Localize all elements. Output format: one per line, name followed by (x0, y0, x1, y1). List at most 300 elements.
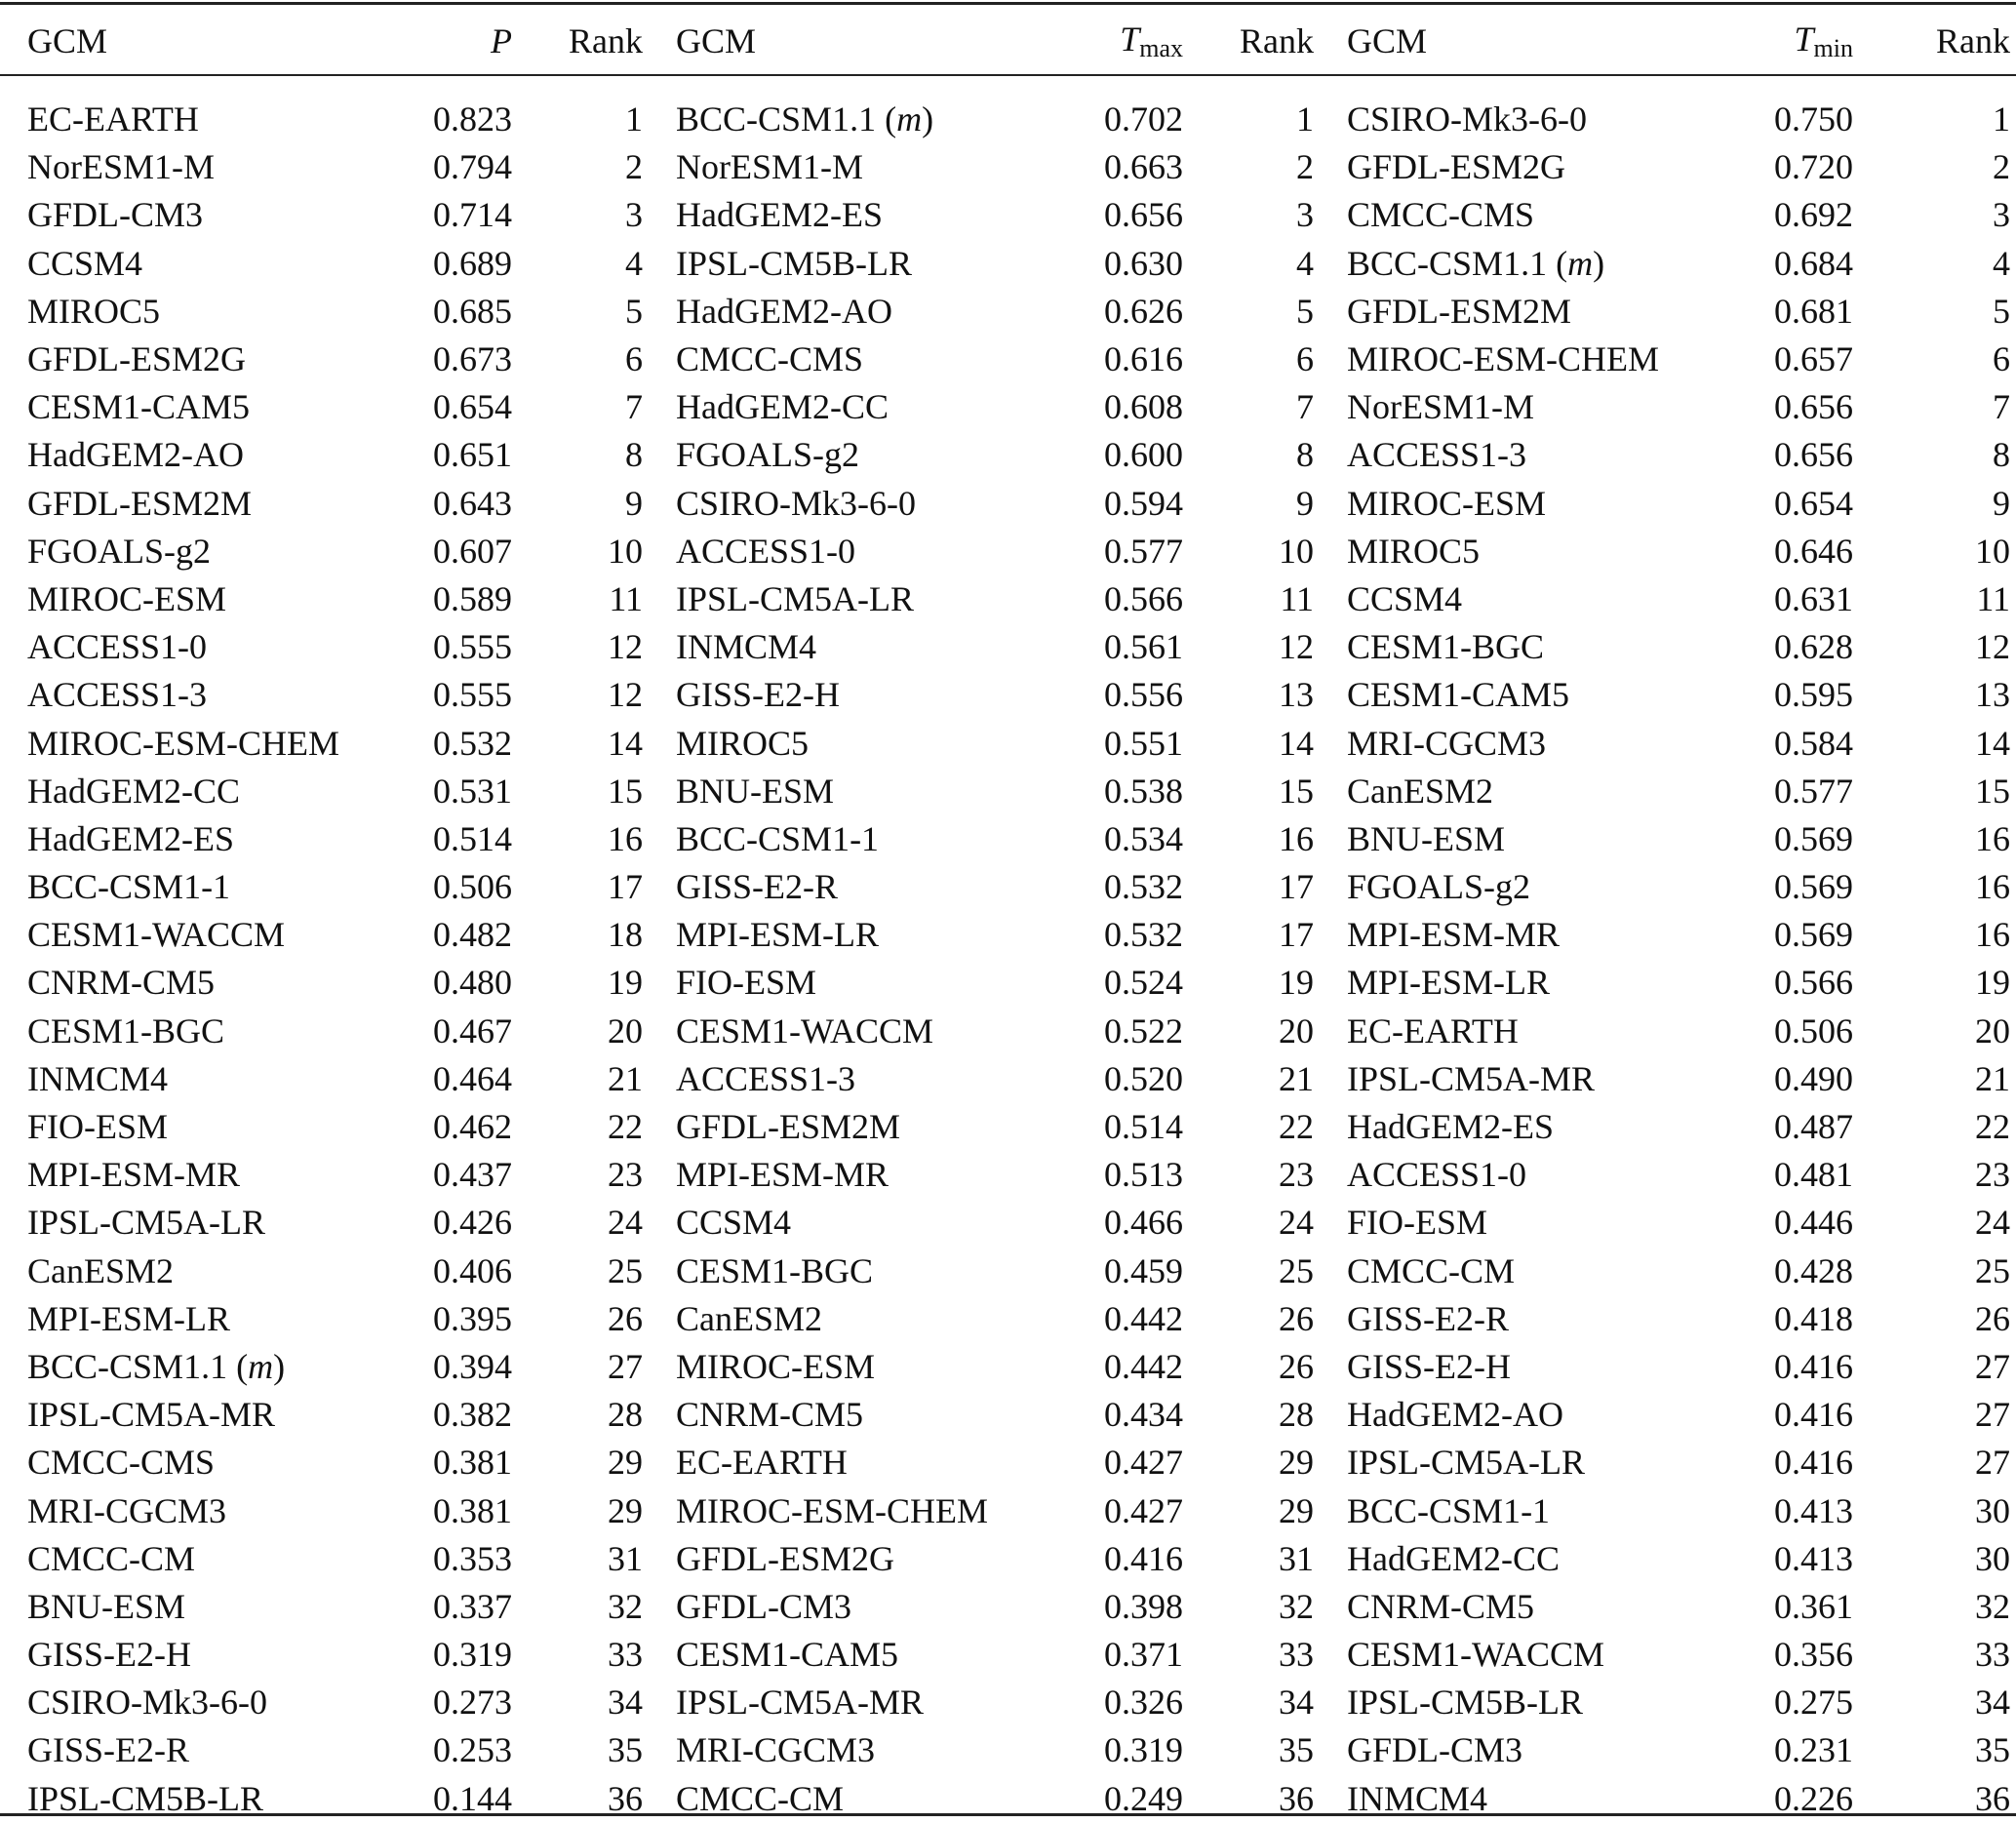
tmin-rank-cell: 27 (1975, 1443, 2010, 1483)
precip-gcm-name-cell: INMCM4 (27, 1058, 169, 1098)
tmin-rank-cell: 2 (1993, 147, 2010, 187)
precip-rank-cell: 32 (608, 1586, 643, 1626)
precip-rank-cell: 8 (625, 435, 643, 475)
tmax-rank-cell: 26 (1279, 1298, 1314, 1338)
precip-rank-cell: 18 (608, 915, 643, 955)
tmin-gcm-name-cell: MPI-ESM-LR (1347, 963, 1551, 1003)
precip-rank-cell: 23 (608, 1155, 643, 1195)
precip-score-cell: 0.514 (433, 818, 512, 858)
tmin-score-cell: 0.446 (1774, 1203, 1853, 1243)
tmax-gcm-name-cell: ACCESS1-0 (676, 531, 856, 571)
header-gcm-3: GCM (1347, 21, 1428, 60)
tmin-score-cell: 0.361 (1774, 1586, 1853, 1626)
precip-rank-cell: 11 (609, 578, 643, 618)
tmin-score-cell: 0.418 (1774, 1298, 1853, 1338)
tmax-rank-cell: 16 (1279, 818, 1314, 858)
tmax-rank-cell: 14 (1279, 723, 1314, 763)
tmax-score-cell: 0.319 (1104, 1730, 1183, 1770)
table-row (0, 1103, 2016, 1151)
precip-score-cell: 0.532 (433, 723, 512, 763)
tmin-gcm-name-cell: ACCESS1-0 (1347, 1155, 1527, 1195)
precip-gcm-name-cell: NorESM1-M (27, 147, 216, 187)
precip-gcm-name-cell: EC-EARTH (27, 99, 199, 139)
precip-rank-cell: 12 (608, 675, 643, 715)
tmax-score-cell: 0.663 (1104, 147, 1183, 187)
tmin-rank-cell: 14 (1975, 723, 2010, 763)
table-row (0, 1151, 2016, 1199)
tmin-score-cell: 0.226 (1774, 1778, 1853, 1818)
precip-rank-cell: 17 (608, 867, 643, 907)
header-row (0, 8, 2016, 74)
tmin-score-cell: 0.416 (1774, 1443, 1853, 1483)
tmin-rank-cell: 4 (1993, 243, 2010, 283)
precip-score-cell: 0.480 (433, 963, 512, 1003)
tmax-rank-cell: 36 (1279, 1778, 1314, 1818)
precip-gcm-name-cell: IPSL-CM5A-LR (27, 1203, 266, 1243)
table-row (0, 719, 2016, 767)
precip-gcm-name-cell: CESM1-WACCM (27, 915, 286, 955)
tmin-rank-cell: 1 (1993, 99, 2010, 139)
tmin-score-cell: 0.416 (1774, 1346, 1853, 1386)
precip-score-cell: 0.253 (433, 1730, 512, 1770)
tmax-rank-cell: 17 (1279, 915, 1314, 955)
precip-gcm-name-cell: GFDL-CM3 (27, 195, 204, 235)
precip-score-cell: 0.714 (433, 195, 512, 235)
precip-rank-cell: 5 (625, 291, 643, 331)
table-row (0, 143, 2016, 191)
precip-score-cell: 0.654 (433, 387, 512, 427)
precip-gcm-name-cell: CSIRO-Mk3-6-0 (27, 1683, 268, 1723)
tmax-gcm-name-cell: NorESM1-M (676, 147, 864, 187)
table-row (0, 575, 2016, 623)
tmin-score-cell: 0.413 (1774, 1538, 1853, 1578)
tmax-score-cell: 0.398 (1104, 1586, 1183, 1626)
model-variant-m: m (896, 99, 923, 139)
tmax-gcm-name-cell: GFDL-ESM2M (676, 1107, 901, 1147)
precip-gcm-name-cell: IPSL-CM5A-MR (27, 1395, 276, 1435)
tmin-gcm-name-cell: BCC-CSM1.1 (m) (1347, 243, 1605, 283)
tmax-score-cell: 0.522 (1104, 1011, 1183, 1050)
model-variant-m: m (1567, 243, 1594, 283)
tmax-score-cell: 0.534 (1104, 818, 1183, 858)
tmax-gcm-name-cell: MPI-ESM-MR (676, 1155, 889, 1195)
tmax-rank-cell: 4 (1296, 243, 1314, 283)
tmin-rank-cell: 33 (1975, 1635, 2010, 1675)
table-row (0, 863, 2016, 911)
precip-gcm-name-cell: IPSL-CM5B-LR (27, 1778, 264, 1818)
tmin-score-cell: 0.231 (1774, 1730, 1853, 1770)
precip-gcm-name-cell: CMCC-CMS (27, 1443, 216, 1483)
tmax-rank-cell: 19 (1279, 963, 1314, 1003)
precip-rank-cell: 15 (608, 771, 643, 811)
tmin-gcm-name-cell: IPSL-CM5A-MR (1347, 1058, 1596, 1098)
tmax-gcm-name-cell: EC-EARTH (676, 1443, 848, 1483)
precip-gcm-name-cell: BCC-CSM1-1 (27, 867, 231, 907)
table-row (0, 96, 2016, 143)
tmax-rank-cell: 28 (1279, 1395, 1314, 1435)
precip-score-cell: 0.607 (433, 531, 512, 571)
header-precip-symbol: P (491, 21, 512, 60)
table-row (0, 528, 2016, 575)
table-row (0, 1343, 2016, 1391)
table-row (0, 1631, 2016, 1679)
tmin-score-cell: 0.628 (1774, 627, 1853, 667)
tmax-gcm-name-cell: CSIRO-Mk3-6-0 (676, 483, 917, 523)
tmax-rank-cell: 29 (1279, 1443, 1314, 1483)
table-row (0, 431, 2016, 479)
tmin-rank-cell: 9 (1993, 483, 2010, 523)
tmax-gcm-name-cell: HadGEM2-ES (676, 195, 883, 235)
tmin-gcm-name-cell: CMCC-CMS (1347, 195, 1535, 235)
precip-score-cell: 0.589 (433, 578, 512, 618)
precip-score-cell: 0.381 (433, 1490, 512, 1530)
header-rank-3: Rank (1936, 21, 2010, 60)
tmin-gcm-name-cell: INMCM4 (1347, 1778, 1488, 1818)
tmax-gcm-name-cell: HadGEM2-AO (676, 291, 892, 331)
precip-rank-cell: 6 (625, 339, 643, 379)
precip-rank-cell: 1 (625, 99, 643, 139)
precip-rank-cell: 27 (608, 1346, 643, 1386)
precip-score-cell: 0.555 (433, 627, 512, 667)
tmin-rank-cell: 16 (1975, 818, 2010, 858)
tmin-rank-cell: 25 (1975, 1250, 2010, 1290)
tmin-score-cell: 0.569 (1774, 818, 1853, 858)
tmax-rank-cell: 25 (1279, 1250, 1314, 1290)
tmax-rank-cell: 35 (1279, 1730, 1314, 1770)
header-tmin-sub: min (1813, 34, 1853, 62)
precip-rank-cell: 29 (608, 1443, 643, 1483)
tmin-rank-cell: 24 (1975, 1203, 2010, 1243)
precip-rank-cell: 10 (608, 531, 643, 571)
tmax-score-cell: 0.577 (1104, 531, 1183, 571)
precip-score-cell: 0.395 (433, 1298, 512, 1338)
precip-gcm-name-cell: FGOALS-g2 (27, 531, 212, 571)
tmin-rank-cell: 35 (1975, 1730, 2010, 1770)
tmax-gcm-name-cell: BNU-ESM (676, 771, 835, 811)
precip-gcm-name-cell: GFDL-ESM2M (27, 483, 253, 523)
tmin-score-cell: 0.656 (1774, 435, 1853, 475)
tmin-gcm-name-cell: MPI-ESM-MR (1347, 915, 1561, 955)
tmax-score-cell: 0.556 (1104, 675, 1183, 715)
tmax-gcm-name-cell: INMCM4 (676, 627, 817, 667)
table-row (0, 1726, 2016, 1774)
table-row (0, 1583, 2016, 1631)
tmax-rank-cell: 33 (1279, 1635, 1314, 1675)
tmin-score-cell: 0.595 (1774, 675, 1853, 715)
table-row (0, 911, 2016, 959)
tmin-gcm-name-cell: HadGEM2-CC (1347, 1538, 1560, 1578)
header-gcm-2: GCM (676, 21, 757, 60)
tmax-rank-cell: 13 (1279, 675, 1314, 715)
tmax-rank-cell: 17 (1279, 867, 1314, 907)
tmax-score-cell: 0.466 (1104, 1203, 1183, 1243)
precip-score-cell: 0.531 (433, 771, 512, 811)
tmin-gcm-name-cell: GFDL-CM3 (1347, 1730, 1523, 1770)
tmin-gcm-name-cell: FIO-ESM (1347, 1203, 1488, 1243)
precip-rank-cell: 4 (625, 243, 643, 283)
header-gcm-1: GCM (27, 21, 108, 60)
header-tmin-base: T (1794, 20, 1814, 59)
tmin-rank-cell: 22 (1975, 1107, 2010, 1147)
tmax-gcm-name-cell: FIO-ESM (676, 963, 817, 1003)
precip-rank-cell: 9 (625, 483, 643, 523)
precip-score-cell: 0.406 (433, 1250, 512, 1290)
tmin-rank-cell: 26 (1975, 1298, 2010, 1338)
top-rule (0, 2, 2016, 5)
tmin-rank-cell: 16 (1975, 915, 2010, 955)
table-row (0, 1535, 2016, 1583)
precip-score-cell: 0.319 (433, 1635, 512, 1675)
precip-rank-cell: 35 (608, 1730, 643, 1770)
table-row (0, 1248, 2016, 1295)
precip-rank-cell: 19 (608, 963, 643, 1003)
tmax-rank-cell: 32 (1279, 1586, 1314, 1626)
tmin-rank-cell: 10 (1975, 531, 2010, 571)
tmax-score-cell: 0.249 (1104, 1778, 1183, 1818)
precip-score-cell: 0.555 (433, 675, 512, 715)
precip-gcm-name-cell: MIROC-ESM (27, 578, 227, 618)
tmax-gcm-name-cell: MIROC5 (676, 723, 810, 763)
table-row (0, 1008, 2016, 1055)
tmin-rank-cell: 34 (1975, 1683, 2010, 1723)
tmax-score-cell: 0.427 (1104, 1490, 1183, 1530)
tmax-rank-cell: 22 (1279, 1107, 1314, 1147)
tmax-score-cell: 0.459 (1104, 1250, 1183, 1290)
tmax-rank-cell: 11 (1280, 578, 1314, 618)
precip-gcm-name-cell: CNRM-CM5 (27, 963, 216, 1003)
tmin-rank-cell: 30 (1975, 1538, 2010, 1578)
tmax-score-cell: 0.594 (1104, 483, 1183, 523)
precip-rank-cell: 33 (608, 1635, 643, 1675)
tmin-gcm-name-cell: MIROC-ESM-CHEM (1347, 339, 1660, 379)
table-row (0, 1679, 2016, 1726)
tmin-score-cell: 0.654 (1774, 483, 1853, 523)
tmin-score-cell: 0.657 (1774, 339, 1853, 379)
tmin-rank-cell: 16 (1975, 867, 2010, 907)
tmin-score-cell: 0.487 (1774, 1107, 1853, 1147)
tmin-score-cell: 0.692 (1774, 195, 1853, 235)
tmin-score-cell: 0.506 (1774, 1011, 1853, 1050)
tmax-gcm-name-cell: CESM1-WACCM (676, 1011, 934, 1050)
precip-rank-cell: 29 (608, 1490, 643, 1530)
tmin-rank-cell: 27 (1975, 1395, 2010, 1435)
table-row (0, 768, 2016, 815)
header-tmax (1024, 8, 1183, 74)
tmax-gcm-name-cell: CNRM-CM5 (676, 1395, 864, 1435)
tmax-rank-cell: 7 (1296, 387, 1314, 427)
tmin-gcm-name-cell: GFDL-ESM2G (1347, 147, 1566, 187)
precip-gcm-name-cell: MIROC5 (27, 291, 161, 331)
precip-gcm-name-cell: HadGEM2-CC (27, 771, 240, 811)
tmin-score-cell: 0.275 (1774, 1683, 1853, 1723)
tmax-score-cell: 0.702 (1104, 99, 1183, 139)
tmax-gcm-name-cell: MIROC-ESM (676, 1346, 876, 1386)
precip-gcm-name-cell: CESM1-BGC (27, 1011, 225, 1050)
tmax-gcm-name-cell: CESM1-BGC (676, 1250, 874, 1290)
tmin-rank-cell: 15 (1975, 771, 2010, 811)
tmin-gcm-name-cell: CESM1-WACCM (1347, 1635, 1605, 1675)
precip-score-cell: 0.144 (433, 1778, 512, 1818)
precip-score-cell: 0.651 (433, 435, 512, 475)
tmin-gcm-name-cell: CMCC-CM (1347, 1250, 1516, 1290)
tmax-rank-cell: 31 (1279, 1538, 1314, 1578)
tmax-rank-cell: 6 (1296, 339, 1314, 379)
tmin-gcm-name-cell: CCSM4 (1347, 578, 1463, 618)
tmax-score-cell: 0.600 (1104, 435, 1183, 475)
tmax-gcm-name-cell: BCC-CSM1-1 (676, 818, 880, 858)
tmin-score-cell: 0.413 (1774, 1490, 1853, 1530)
tmin-gcm-name-cell: BCC-CSM1-1 (1347, 1490, 1551, 1530)
tmin-rank-cell: 20 (1975, 1011, 2010, 1050)
header-rank-1: Rank (569, 21, 643, 60)
tmin-rank-cell: 8 (1993, 435, 2010, 475)
tmax-rank-cell: 1 (1296, 99, 1314, 139)
tmin-score-cell: 0.646 (1774, 531, 1853, 571)
tmin-score-cell: 0.631 (1774, 578, 1853, 618)
tmin-score-cell: 0.490 (1774, 1058, 1853, 1098)
tmax-rank-cell: 20 (1279, 1011, 1314, 1050)
precip-score-cell: 0.273 (433, 1683, 512, 1723)
tmax-rank-cell: 29 (1279, 1490, 1314, 1530)
tmin-gcm-name-cell: BNU-ESM (1347, 818, 1506, 858)
tmax-score-cell: 0.442 (1104, 1298, 1183, 1338)
tmax-score-cell: 0.326 (1104, 1683, 1183, 1723)
tmin-rank-cell: 5 (1993, 291, 2010, 331)
tmax-rank-cell: 10 (1279, 531, 1314, 571)
precip-gcm-name-cell: HadGEM2-ES (27, 818, 234, 858)
header-tmax-sub: max (1139, 34, 1183, 62)
precip-score-cell: 0.394 (433, 1346, 512, 1386)
tmin-rank-cell: 32 (1975, 1586, 2010, 1626)
precip-score-cell: 0.689 (433, 243, 512, 283)
tmax-score-cell: 0.566 (1104, 578, 1183, 618)
model-variant-m: m (248, 1346, 274, 1386)
precip-score-cell: 0.353 (433, 1538, 512, 1578)
tmax-rank-cell: 9 (1296, 483, 1314, 523)
tmin-score-cell: 0.569 (1774, 867, 1853, 907)
tmin-gcm-name-cell: CESM1-BGC (1347, 627, 1545, 667)
tmax-score-cell: 0.416 (1104, 1538, 1183, 1578)
precip-rank-cell: 3 (625, 195, 643, 235)
tmax-score-cell: 0.427 (1104, 1443, 1183, 1483)
tmin-score-cell: 0.684 (1774, 243, 1853, 283)
tmin-score-cell: 0.681 (1774, 291, 1853, 331)
tmin-rank-cell: 7 (1993, 387, 2010, 427)
tmax-gcm-name-cell: CCSM4 (676, 1203, 792, 1243)
tmin-gcm-name-cell: FGOALS-g2 (1347, 867, 1531, 907)
tmin-score-cell: 0.750 (1774, 99, 1853, 139)
table-row (0, 240, 2016, 288)
tmin-gcm-name-cell: GFDL-ESM2M (1347, 291, 1572, 331)
table-row (0, 1199, 2016, 1247)
table-row (0, 191, 2016, 239)
tmax-score-cell: 0.538 (1104, 771, 1183, 811)
tmax-gcm-name-cell: IPSL-CM5B-LR (676, 243, 913, 283)
tmax-gcm-name-cell: MIROC-ESM-CHEM (676, 1490, 989, 1530)
precip-rank-cell: 20 (608, 1011, 643, 1050)
precip-gcm-name-cell: CanESM2 (27, 1250, 175, 1290)
tmax-rank-cell: 24 (1279, 1203, 1314, 1243)
tmax-score-cell: 0.551 (1104, 723, 1183, 763)
table-row (0, 671, 2016, 719)
tmax-gcm-name-cell: IPSL-CM5A-LR (676, 578, 915, 618)
tmin-score-cell: 0.356 (1774, 1635, 1853, 1675)
tmin-gcm-name-cell: CESM1-CAM5 (1347, 675, 1570, 715)
precip-gcm-name-cell: FIO-ESM (27, 1107, 169, 1147)
tmax-rank-cell: 23 (1279, 1155, 1314, 1195)
tmax-gcm-name-cell: IPSL-CM5A-MR (676, 1683, 925, 1723)
precip-rank-cell: 22 (608, 1107, 643, 1147)
precip-gcm-name-cell: HadGEM2-AO (27, 435, 244, 475)
tmin-rank-cell: 19 (1975, 963, 2010, 1003)
tmax-score-cell: 0.532 (1104, 867, 1183, 907)
precip-gcm-name-cell: ACCESS1-0 (27, 627, 208, 667)
tmax-gcm-name-cell: GFDL-CM3 (676, 1586, 852, 1626)
table-row (0, 959, 2016, 1007)
tmin-gcm-name-cell: NorESM1-M (1347, 387, 1535, 427)
tmax-rank-cell: 26 (1279, 1346, 1314, 1386)
header-tmax-base: T (1120, 20, 1140, 59)
tmax-score-cell: 0.434 (1104, 1395, 1183, 1435)
tmin-gcm-name-cell: IPSL-CM5B-LR (1347, 1683, 1584, 1723)
precip-gcm-name-cell: CCSM4 (27, 243, 143, 283)
table-row (0, 1391, 2016, 1439)
table-row (0, 1295, 2016, 1343)
tmax-score-cell: 0.616 (1104, 339, 1183, 379)
tmin-score-cell: 0.584 (1774, 723, 1853, 763)
precip-score-cell: 0.643 (433, 483, 512, 523)
precip-gcm-name-cell: MPI-ESM-MR (27, 1155, 241, 1195)
header-rank-2: Rank (1240, 21, 1314, 60)
table-row (0, 1775, 2016, 1823)
precip-rank-cell: 34 (608, 1683, 643, 1723)
tmax-rank-cell: 34 (1279, 1683, 1314, 1723)
tmax-score-cell: 0.371 (1104, 1635, 1183, 1675)
tmin-rank-cell: 21 (1975, 1058, 2010, 1098)
tmax-rank-cell: 15 (1279, 771, 1314, 811)
tmax-score-cell: 0.608 (1104, 387, 1183, 427)
tmax-score-cell: 0.532 (1104, 915, 1183, 955)
precip-rank-cell: 25 (608, 1250, 643, 1290)
tmin-gcm-name-cell: CNRM-CM5 (1347, 1586, 1535, 1626)
precip-score-cell: 0.467 (433, 1011, 512, 1050)
precip-rank-cell: 36 (608, 1778, 643, 1818)
table-row (0, 336, 2016, 383)
tmin-score-cell: 0.577 (1774, 771, 1853, 811)
tmax-gcm-name-cell: CESM1-CAM5 (676, 1635, 899, 1675)
tmax-gcm-name-cell: CMCC-CMS (676, 339, 864, 379)
tmin-rank-cell: 23 (1975, 1155, 2010, 1195)
gcm-ranking-table (0, 8, 2016, 1823)
tmax-rank-cell: 12 (1279, 627, 1314, 667)
tmax-score-cell: 0.561 (1104, 627, 1183, 667)
precip-score-cell: 0.337 (433, 1586, 512, 1626)
precip-rank-cell: 31 (608, 1538, 643, 1578)
precip-score-cell: 0.426 (433, 1203, 512, 1243)
precip-score-cell: 0.506 (433, 867, 512, 907)
precip-gcm-name-cell: CMCC-CM (27, 1538, 196, 1578)
precip-rank-cell: 7 (625, 387, 643, 427)
tmin-score-cell: 0.656 (1774, 387, 1853, 427)
tmin-rank-cell: 11 (1976, 578, 2010, 618)
tmax-score-cell: 0.630 (1104, 243, 1183, 283)
tmin-score-cell: 0.569 (1774, 915, 1853, 955)
precip-gcm-name-cell: BCC-CSM1.1 (m) (27, 1346, 286, 1386)
precip-gcm-name-cell: MIROC-ESM-CHEM (27, 723, 340, 763)
tmax-gcm-name-cell: HadGEM2-CC (676, 387, 889, 427)
tmax-rank-cell: 3 (1296, 195, 1314, 235)
tmin-gcm-name-cell: MIROC5 (1347, 531, 1481, 571)
